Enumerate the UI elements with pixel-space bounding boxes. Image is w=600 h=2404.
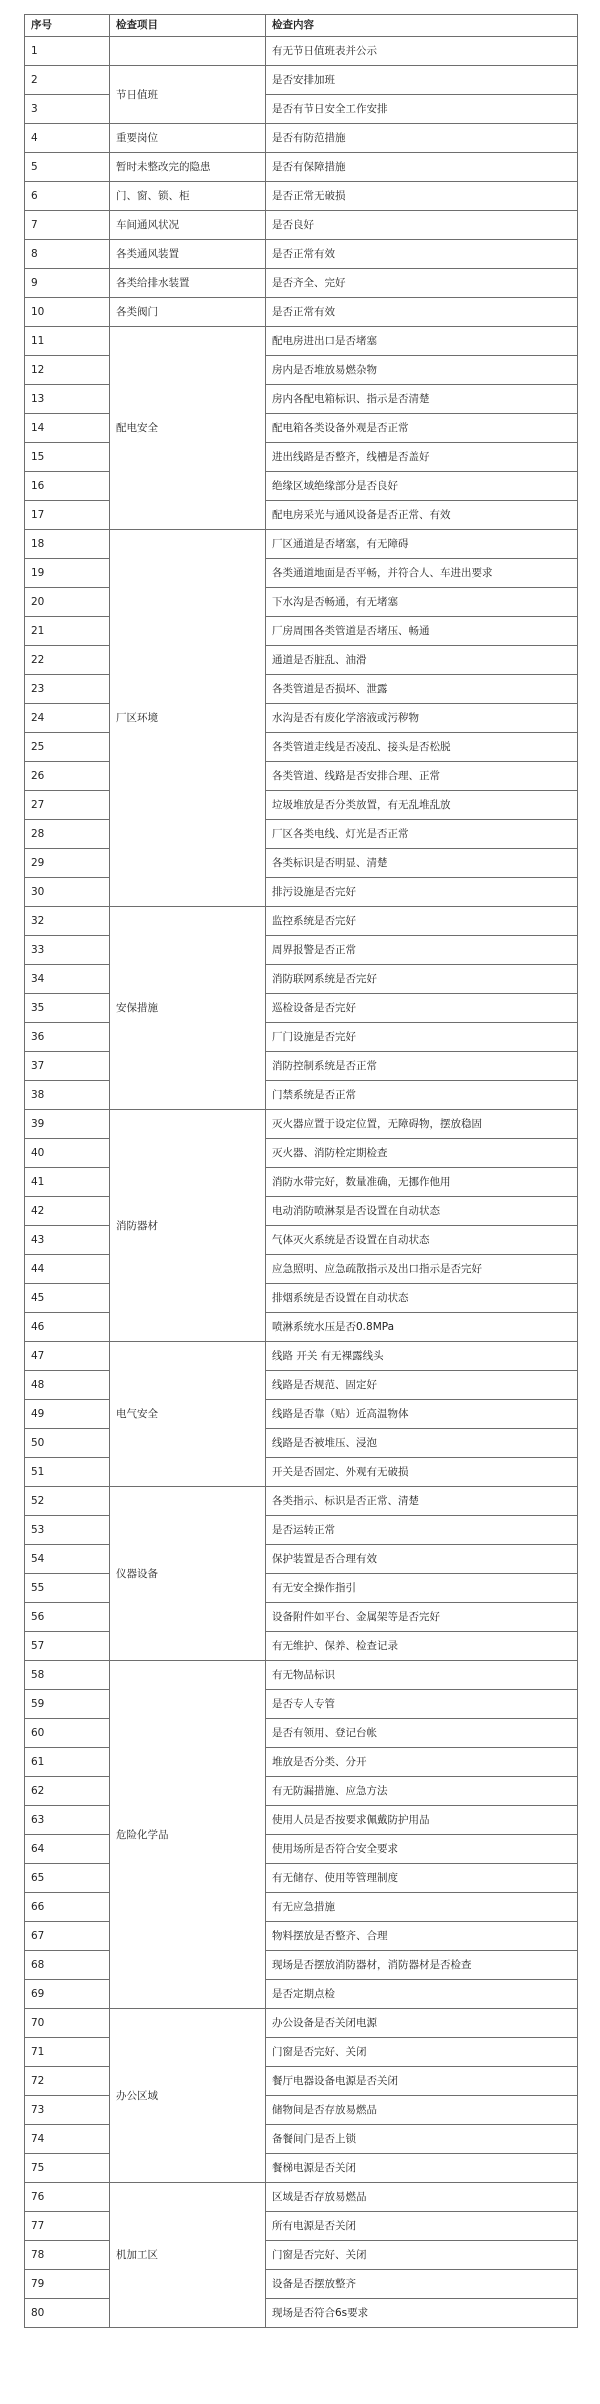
row-content: 是否定期点检: [266, 1980, 578, 2009]
row-number: 60: [25, 1719, 110, 1748]
row-number: 38: [25, 1081, 110, 1110]
table-row: [25, 95, 578, 124]
category-cell: 机加工区: [110, 2183, 266, 2328]
row-number: 18: [25, 530, 110, 559]
row-content: 有无防漏措施、应急方法: [266, 1777, 578, 1806]
row-number: 45: [25, 1284, 110, 1313]
table-row: [25, 878, 578, 907]
row-number: 59: [25, 1690, 110, 1719]
category-cell: [110, 37, 266, 66]
category-cell: 各类给排水装置: [110, 269, 266, 298]
row-number: 48: [25, 1371, 110, 1400]
row-number: 14: [25, 414, 110, 443]
table-row: [25, 1487, 578, 1516]
row-content: 门窗是否完好、关闭: [266, 2241, 578, 2270]
table-row: [25, 1748, 578, 1777]
row-content: 气体灭火系统是否设置在自动状态: [266, 1226, 578, 1255]
row-number: 79: [25, 2270, 110, 2299]
row-number: 40: [25, 1139, 110, 1168]
table-row: [25, 385, 578, 414]
table-row: [25, 37, 578, 66]
row-number: 74: [25, 2125, 110, 2154]
row-content: 是否专人专管: [266, 1690, 578, 1719]
row-number: 43: [25, 1226, 110, 1255]
row-content: 配电房采光与通风设备是否正常、有效: [266, 501, 578, 530]
table-row: [25, 2241, 578, 2270]
category-cell: 各类通风装置: [110, 240, 266, 269]
row-number: 68: [25, 1951, 110, 1980]
row-number: 71: [25, 2038, 110, 2067]
row-content: 配电箱各类设备外观是否正常: [266, 414, 578, 443]
table-row: [25, 2154, 578, 2183]
row-content: 是否正常有效: [266, 240, 578, 269]
category-cell: 节日值班: [110, 66, 266, 124]
table-row: [25, 675, 578, 704]
row-content: 应急照明、应急疏散指示及出口指示是否完好: [266, 1255, 578, 1284]
table-row: [25, 472, 578, 501]
row-content: 门禁系统是否正常: [266, 1081, 578, 1110]
row-number: 64: [25, 1835, 110, 1864]
header-content: 检查内容: [266, 15, 578, 37]
table-row: [25, 501, 578, 530]
table-row: [25, 66, 578, 95]
row-number: 67: [25, 1922, 110, 1951]
category-cell: 仪器设备: [110, 1487, 266, 1661]
row-content: 各类管道走线是否凌乱、接头是否松脱: [266, 733, 578, 762]
row-content: 物料摆放是否整齐、合理: [266, 1922, 578, 1951]
row-number: 26: [25, 762, 110, 791]
row-number: 28: [25, 820, 110, 849]
row-number: 24: [25, 704, 110, 733]
row-content: 有无应急措施: [266, 1893, 578, 1922]
row-number: 5: [25, 153, 110, 182]
row-number: 56: [25, 1603, 110, 1632]
table-row: [25, 2212, 578, 2241]
row-content: 垃圾堆放是否分类放置，有无乱堆乱放: [266, 791, 578, 820]
row-content: 消防水带完好，数量准确，无挪作他用: [266, 1168, 578, 1197]
row-number: 37: [25, 1052, 110, 1081]
row-number: 29: [25, 849, 110, 878]
row-content: 备餐间门是否上锁: [266, 2125, 578, 2154]
table-row: [25, 2009, 578, 2038]
row-number: 39: [25, 1110, 110, 1139]
row-content: 有无储存、使用等管理制度: [266, 1864, 578, 1893]
row-content: 电动消防喷淋泵是否设置在自动状态: [266, 1197, 578, 1226]
table-row: [25, 1603, 578, 1632]
table-row: [25, 588, 578, 617]
row-number: 58: [25, 1661, 110, 1690]
row-content: 房内是否堆放易燃杂物: [266, 356, 578, 385]
row-content: 水沟是否有废化学溶液或污秽物: [266, 704, 578, 733]
row-number: 20: [25, 588, 110, 617]
row-number: 17: [25, 501, 110, 530]
row-content: 配电房进出口是否堵塞: [266, 327, 578, 356]
row-number: 7: [25, 211, 110, 240]
table-row: [25, 2270, 578, 2299]
table-row: [25, 443, 578, 472]
row-number: 57: [25, 1632, 110, 1661]
row-number: 15: [25, 443, 110, 472]
row-number: 22: [25, 646, 110, 675]
table-row: [25, 994, 578, 1023]
row-content: 各类指示、标识是否正常、清楚: [266, 1487, 578, 1516]
row-content: 灭火器、消防栓定期检查: [266, 1139, 578, 1168]
row-number: 2: [25, 66, 110, 95]
table-row: [25, 153, 578, 182]
row-content: 办公设备是否关闭电源: [266, 2009, 578, 2038]
row-number: 63: [25, 1806, 110, 1835]
table-row: [25, 762, 578, 791]
row-content: 厂区各类电线、灯光是否正常: [266, 820, 578, 849]
row-content: 各类管道、线路是否安排合理、正常: [266, 762, 578, 791]
row-content: 是否有领用、登记台帐: [266, 1719, 578, 1748]
row-number: 13: [25, 385, 110, 414]
row-number: 46: [25, 1313, 110, 1342]
row-number: 12: [25, 356, 110, 385]
row-content: 是否有节日安全工作安排: [266, 95, 578, 124]
table-row: [25, 211, 578, 240]
table-row: [25, 298, 578, 327]
table-row: [25, 1342, 578, 1371]
row-content: 喷淋系统水压是否0.8MPa: [266, 1313, 578, 1342]
row-content: 是否有防范措施: [266, 124, 578, 153]
table-row: [25, 1284, 578, 1313]
category-cell: 暂时未整改完的隐患: [110, 153, 266, 182]
row-content: 灭火器应置于设定位置，无障碍物，摆放稳固: [266, 1110, 578, 1139]
table-row: [25, 704, 578, 733]
row-number: 70: [25, 2009, 110, 2038]
category-cell: 安保措施: [110, 907, 266, 1110]
table-row: [25, 1864, 578, 1893]
row-number: 34: [25, 965, 110, 994]
table-row: [25, 1719, 578, 1748]
table-row: [25, 1052, 578, 1081]
row-content: 各类通道地面是否平畅，并符合人、车进出要求: [266, 559, 578, 588]
table-row: [25, 269, 578, 298]
table-row: [25, 327, 578, 356]
row-content: 开关是否固定、外观有无破损: [266, 1458, 578, 1487]
row-content: 是否齐全、完好: [266, 269, 578, 298]
row-content: 排烟系统是否设置在自动状态: [266, 1284, 578, 1313]
category-cell: 车间通风状况: [110, 211, 266, 240]
row-content: 下水沟是否畅通，有无堵塞: [266, 588, 578, 617]
category-cell: 重要岗位: [110, 124, 266, 153]
row-number: 9: [25, 269, 110, 298]
row-number: 78: [25, 2241, 110, 2270]
row-content: 储物间是否存放易燃品: [266, 2096, 578, 2125]
row-number: 53: [25, 1516, 110, 1545]
row-content: 是否正常无破损: [266, 182, 578, 211]
table-row: [25, 1632, 578, 1661]
row-number: 10: [25, 298, 110, 327]
row-content: 厂房周围各类管道是否堵压、畅通: [266, 617, 578, 646]
row-number: 62: [25, 1777, 110, 1806]
table-row: [25, 646, 578, 675]
row-number: 32: [25, 907, 110, 936]
row-number: 80: [25, 2299, 110, 2328]
row-content: 房内各配电箱标识、指示是否清楚: [266, 385, 578, 414]
inspection-table-wrapper: [24, 14, 577, 2328]
row-content: 各类标识是否明显、清楚: [266, 849, 578, 878]
row-number: 41: [25, 1168, 110, 1197]
category-cell: 配电安全: [110, 327, 266, 530]
table-row: [25, 1516, 578, 1545]
row-content: 绝缘区域绝缘部分是否良好: [266, 472, 578, 501]
row-content: 是否正常有效: [266, 298, 578, 327]
table-row: [25, 559, 578, 588]
row-content: 进出线路是否整齐，线槽是否盖好: [266, 443, 578, 472]
row-content: 有无安全操作指引: [266, 1574, 578, 1603]
row-number: 54: [25, 1545, 110, 1574]
row-number: 76: [25, 2183, 110, 2212]
row-content: 区域是否存放易燃品: [266, 2183, 578, 2212]
row-number: 52: [25, 1487, 110, 1516]
row-number: 8: [25, 240, 110, 269]
table-row: [25, 965, 578, 994]
row-number: 65: [25, 1864, 110, 1893]
row-content: 是否有保障措施: [266, 153, 578, 182]
row-number: 3: [25, 95, 110, 124]
table-row: [25, 2096, 578, 2125]
row-content: 现场是否摆放消防器材，消防器材是否检查: [266, 1951, 578, 1980]
row-number: 72: [25, 2067, 110, 2096]
row-content: 所有电源是否关闭: [266, 2212, 578, 2241]
row-number: 55: [25, 1574, 110, 1603]
table-row: [25, 240, 578, 269]
table-row: [25, 820, 578, 849]
table-row: [25, 1806, 578, 1835]
row-content: 线路 开关 有无裸露线头: [266, 1342, 578, 1371]
row-number: 44: [25, 1255, 110, 1284]
table-body: [25, 37, 578, 2328]
row-content: 餐梯电源是否关闭: [266, 2154, 578, 2183]
table-row: [25, 1400, 578, 1429]
row-number: 73: [25, 2096, 110, 2125]
row-content: 各类管道是否损坏、泄露: [266, 675, 578, 704]
row-content: 餐厅电器设备电源是否关闭: [266, 2067, 578, 2096]
row-content: 堆放是否分类、分开: [266, 1748, 578, 1777]
category-cell: 厂区环境: [110, 530, 266, 907]
row-content: 巡检设备是否完好: [266, 994, 578, 1023]
row-content: 通道是否脏乱、油滑: [266, 646, 578, 675]
row-number: 36: [25, 1023, 110, 1052]
row-content: 消防联网系统是否完好: [266, 965, 578, 994]
table-row: [25, 1893, 578, 1922]
table-row: [25, 1661, 578, 1690]
table-row: [25, 2299, 578, 2328]
inspection-table: [24, 14, 578, 2328]
category-cell: 危险化学品: [110, 1661, 266, 2009]
table-row: [25, 356, 578, 385]
row-number: 50: [25, 1429, 110, 1458]
table-row: [25, 1081, 578, 1110]
table-row: [25, 617, 578, 646]
row-number: 4: [25, 124, 110, 153]
row-number: 25: [25, 733, 110, 762]
row-content: 是否运转正常: [266, 1516, 578, 1545]
row-content: 周界报警是否正常: [266, 936, 578, 965]
table-row: [25, 1168, 578, 1197]
row-number: 61: [25, 1748, 110, 1777]
table-row: [25, 1313, 578, 1342]
category-cell: 办公区域: [110, 2009, 266, 2183]
category-cell: 门、窗、锁、柜: [110, 182, 266, 211]
row-number: 42: [25, 1197, 110, 1226]
table-row: [25, 124, 578, 153]
row-number: 35: [25, 994, 110, 1023]
row-number: 6: [25, 182, 110, 211]
row-number: 49: [25, 1400, 110, 1429]
row-content: 线路是否被堆压、浸泡: [266, 1429, 578, 1458]
table-row: [25, 2125, 578, 2154]
row-number: 47: [25, 1342, 110, 1371]
table-row: [25, 1951, 578, 1980]
row-content: 是否安排加班: [266, 66, 578, 95]
table-row: [25, 1922, 578, 1951]
header-no: 序号: [25, 15, 110, 37]
table-row: [25, 907, 578, 936]
table-row: [25, 791, 578, 820]
row-content: 线路是否靠（贴）近高温物体: [266, 1400, 578, 1429]
row-number: 30: [25, 878, 110, 907]
row-content: 有无维护、保养、检查记录: [266, 1632, 578, 1661]
row-number: 77: [25, 2212, 110, 2241]
row-number: 33: [25, 936, 110, 965]
header-item: 检查项目: [110, 15, 266, 37]
table-row: [25, 530, 578, 559]
row-content: 现场是否符合6s要求: [266, 2299, 578, 2328]
table-row: [25, 1980, 578, 2009]
row-content: 设备是否摆放整齐: [266, 2270, 578, 2299]
row-number: 66: [25, 1893, 110, 1922]
row-number: 11: [25, 327, 110, 356]
row-number: 27: [25, 791, 110, 820]
row-number: 1: [25, 37, 110, 66]
row-content: 保护装置是否合理有效: [266, 1545, 578, 1574]
row-number: 23: [25, 675, 110, 704]
row-content: 消防控制系统是否正常: [266, 1052, 578, 1081]
row-content: 有无物品标识: [266, 1661, 578, 1690]
row-number: 51: [25, 1458, 110, 1487]
table-row: [25, 414, 578, 443]
table-row: [25, 1777, 578, 1806]
row-number: 19: [25, 559, 110, 588]
header-row: [25, 15, 578, 37]
table-row: [25, 1429, 578, 1458]
row-number: 16: [25, 472, 110, 501]
row-content: 厂门设施是否完好: [266, 1023, 578, 1052]
row-number: 75: [25, 2154, 110, 2183]
table-row: [25, 1226, 578, 1255]
row-content: 厂区通道是否堵塞，有无障碍: [266, 530, 578, 559]
table-row: [25, 936, 578, 965]
category-cell: 电气安全: [110, 1342, 266, 1487]
row-content: 排污设施是否完好: [266, 878, 578, 907]
table-row: [25, 1690, 578, 1719]
table-row: [25, 1835, 578, 1864]
row-content: 有无节日值班表并公示: [266, 37, 578, 66]
table-row: [25, 2183, 578, 2212]
table-row: [25, 1023, 578, 1052]
category-cell: 消防器材: [110, 1110, 266, 1342]
row-content: 门窗是否完好、关闭: [266, 2038, 578, 2067]
table-row: [25, 849, 578, 878]
row-content: 设备附件如平台、金属架等是否完好: [266, 1603, 578, 1632]
table-row: [25, 1139, 578, 1168]
table-row: [25, 1458, 578, 1487]
table-row: [25, 2067, 578, 2096]
table-row: [25, 2038, 578, 2067]
row-number: 69: [25, 1980, 110, 2009]
row-content: 是否良好: [266, 211, 578, 240]
table-row: [25, 733, 578, 762]
row-content: 监控系统是否完好: [266, 907, 578, 936]
row-number: 21: [25, 617, 110, 646]
row-content: 线路是否规范、固定好: [266, 1371, 578, 1400]
category-cell: 各类阀门: [110, 298, 266, 327]
table-row: [25, 1110, 578, 1139]
row-content: 使用人员是否按要求佩戴防护用品: [266, 1806, 578, 1835]
table-row: [25, 1197, 578, 1226]
table-row: [25, 1545, 578, 1574]
row-content: 使用场所是否符合安全要求: [266, 1835, 578, 1864]
table-row: [25, 1371, 578, 1400]
table-row: [25, 1255, 578, 1284]
table-row: [25, 182, 578, 211]
table-row: [25, 1574, 578, 1603]
